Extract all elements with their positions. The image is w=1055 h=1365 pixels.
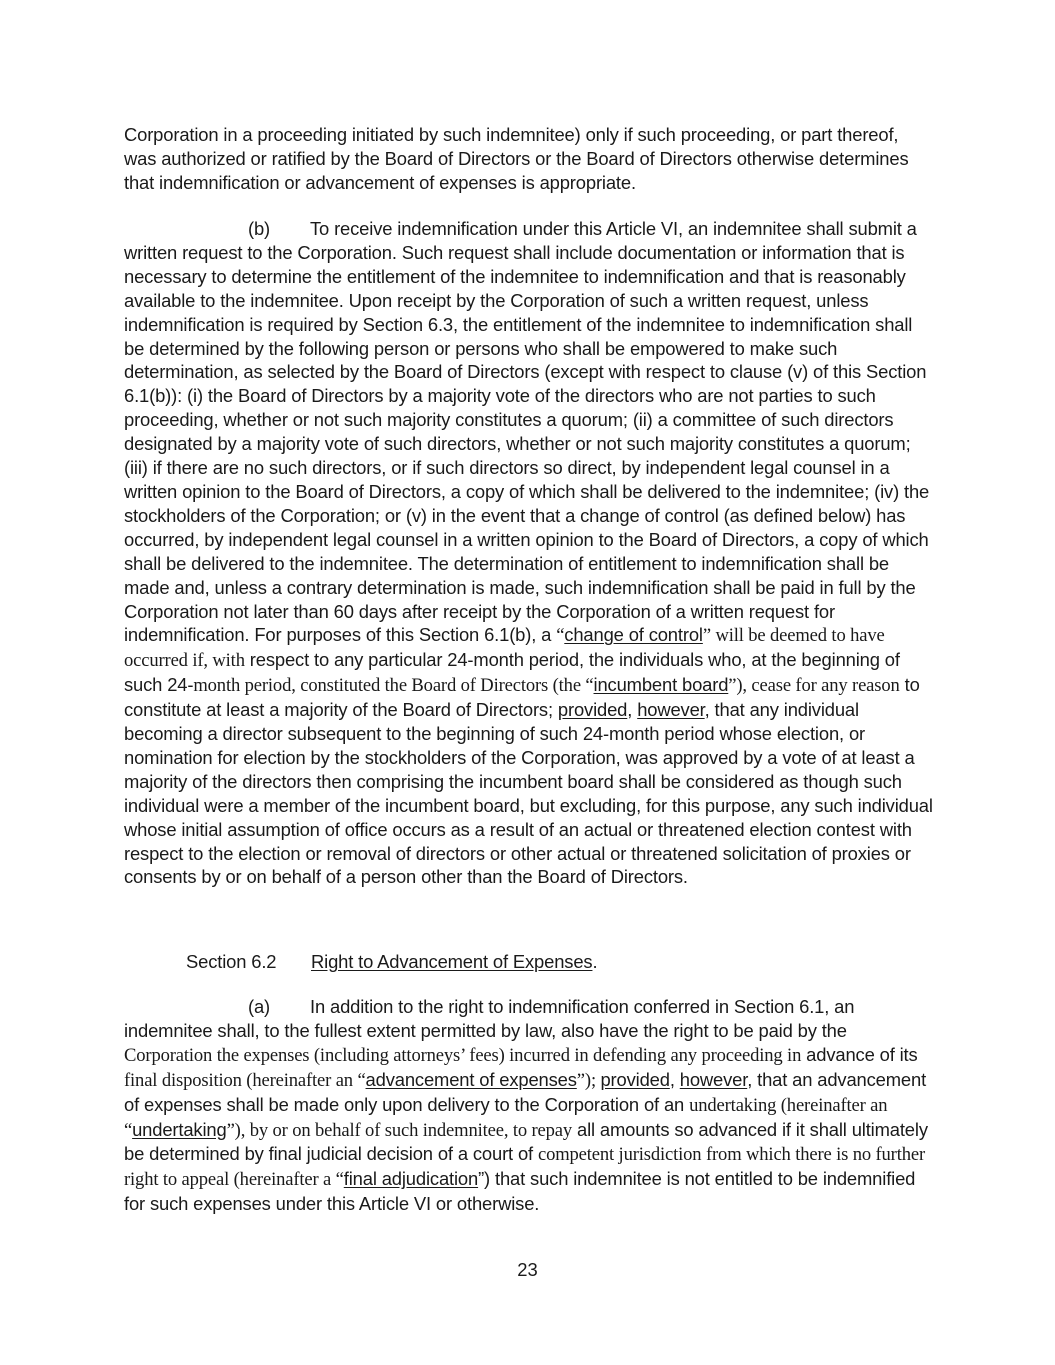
paragraph-a <box>124 995 934 1216</box>
paragraph-body: respect to any particular 24-month period, the individuals who, at the beginning of such 24- <box>124 649 900 696</box>
paragraph-text <box>124 217 934 889</box>
paragraph-body: ”), cease for any reason <box>728 675 900 697</box>
defined-term: however <box>637 699 705 721</box>
paragraph-body: undertaking (hereinafter an “ <box>124 1094 888 1141</box>
separator: , <box>669 1068 680 1090</box>
paragraph-text: Corporation in a proceeding initiated by such indemnitee) only if such proceeding, or part thereof, was authorized or ratified by the Board of Directors or the Board of Directors otherwise determines that indemnification or advancement of expenses is appropriate. <box>124 124 909 193</box>
defined-term: final adjudication <box>343 1168 479 1190</box>
paragraph-body: all amounts so advanced if it shall ultimately be determined by final judicial decision of a court of <box>124 1118 928 1165</box>
paragraph-continuation <box>124 123 934 195</box>
defined-term: however <box>679 1068 748 1090</box>
paragraph-body: , that any individual becoming a director subsequent to the beginning of such 24-month period whose election, or nomination for election by the stockholders of the Corporation, was approved by a vote of at least a majority of the directors then comprising the incumbent board shall be considered as though such individual were a member of the incumbent board, but excluding, for this purpose, any such individual whose initial assumption of office occurs as a result of an actual or threatened election contest with respect to the election or removal of directors or other actual or threatened solicitation of proxies or consents by or on behalf of a person other than the Board of Directors. <box>124 699 933 888</box>
paragraph-body: advance of its <box>801 1043 918 1065</box>
paragraph-body: final disposition (hereinafter an “ <box>124 1069 366 1091</box>
page-footer <box>0 1259 1055 1281</box>
paragraph-body: ”) that such indemnitee is not entitled to be indemnified for such expenses under this Article VI or otherwise. <box>124 1168 916 1215</box>
paragraph-label: (a) <box>248 996 271 1017</box>
defined-term: undertaking <box>132 1118 227 1140</box>
paragraph-body: competent jurisdiction from which there is no further right to appeal (hereinafter a “ <box>124 1144 926 1191</box>
paragraph-body: ”), by or on behalf of such indemnitee, to repay <box>226 1119 573 1141</box>
paragraph-body: , that an advancement of expenses shall be made only upon delivery to the Corporation of an <box>124 1068 927 1115</box>
paragraph-b <box>124 217 934 889</box>
paragraph-body: ” will be deemed to have occurred if, with <box>124 625 885 672</box>
separator: , <box>627 699 638 721</box>
paragraph-body: In addition to the right to indemnification conferred in Section 6.1, an indemnitee shall, to the fullest extent permitted by law, also have the right to be paid by the <box>124 996 855 1041</box>
defined-term: provided <box>557 699 628 721</box>
paragraph-body: to constitute at least a majority of the Board of Directors; <box>124 674 920 721</box>
defined-term: incumbent board <box>593 674 729 696</box>
paragraph-body: To receive indemnification under this Article VI, an indemnitee shall submit a written request to the Corporation. Such request shall include documentation or information that is necessary to determine the entitlement of the indemnitee to indemnification and that is reasonably available to the indemnitee. Upon receipt by the Corporation of such a written request, unless indemnification is required by Section 6.3, the entitlement of the indemnitee to indemnification shall be determined by the following person or persons who shall be empowered to make such determination, as selected by the Board of Directors (except with respect to clause (v) of this Section 6.1(b)): (i) the Board of Directors by a majority vote of the directors who are not parties to such proceeding, whether or not such majority constitutes a quorum; (ii) a committee of such directors designated by a majority vote of such directors, whether or not such majority constitutes a quorum; (iii) if there are no such directors, or if such directors so direct, by independent legal counsel in a written opinion to the Board of Directors, a copy of which shall be delivered to the indemnitee; (iv) the stockholders of the Corporation; or (v) in the event that a change of control (as defined below) has occurred, by independent legal counsel in a written opinion to the Board of Directors, a copy of which shall be delivered to the indemnitee. The determination of entitlement to indemnification shall be made and, unless a contrary determination is made, such indemnification shall be paid in full by the Corporation not later than 60 days after receipt by the Corporation of a written request for indemnification. For purposes of this Section 6.1(b), a <box>124 218 930 646</box>
paragraph-body: Corporation the expenses (including attorneys’ fees) incurred in defending any proceeding in <box>124 1044 802 1066</box>
page-number: 23 <box>517 1259 538 1280</box>
paragraph-text <box>124 995 934 1216</box>
section-number: Section 6.2 <box>186 951 277 972</box>
section-title-period: . <box>592 951 598 972</box>
section-title: Right to Advancement of Expenses <box>311 951 593 972</box>
defined-term: provided <box>600 1068 670 1090</box>
section-heading <box>124 950 934 974</box>
defined-term: advancement of expenses <box>365 1068 577 1090</box>
paragraph-body: month period, constituted the Board of Directors (the “ <box>193 675 594 697</box>
paragraph-body: ”); <box>576 1069 601 1091</box>
paragraph-label: (b) <box>248 218 271 239</box>
quote-mark: “ <box>556 625 565 647</box>
section-heading-text <box>124 950 934 974</box>
defined-term: change of control <box>564 624 703 646</box>
